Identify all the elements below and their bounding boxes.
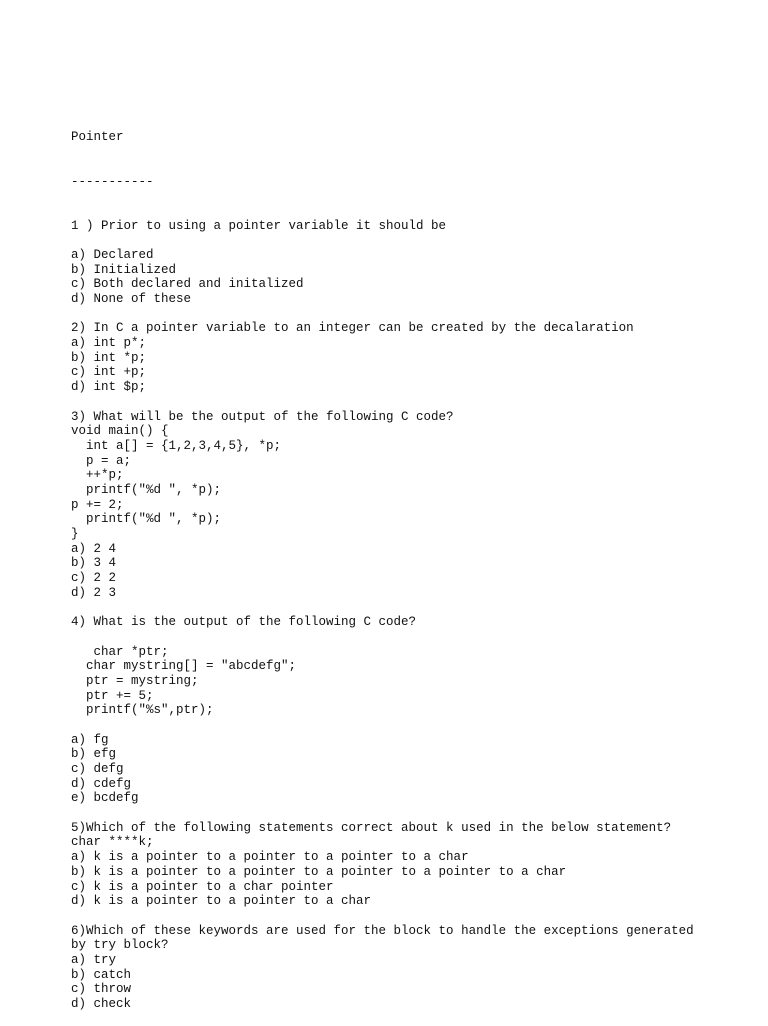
- text-line: c) Both declared and initalized: [71, 277, 304, 292]
- text-line: ++*p;: [71, 468, 124, 483]
- text-line: b) 3 4: [71, 556, 117, 571]
- text-line: [71, 600, 694, 615]
- text-line: a) try: [71, 952, 117, 967]
- text-line: char ****k;: [71, 835, 154, 850]
- text-line: b) Initialized: [71, 262, 177, 277]
- text-line: e) bcdefg: [71, 791, 139, 806]
- text-line: c) defg: [71, 762, 124, 777]
- text-line: p += 2;: [71, 497, 124, 512]
- text-line: d) k is a pointer to a pointer to a char: [71, 894, 372, 909]
- text-line: printf("%d ", *p);: [71, 482, 222, 497]
- text-line: [71, 395, 694, 410]
- text-line: a) fg: [71, 732, 109, 747]
- text-line: printf("%s",ptr);: [71, 703, 214, 718]
- text-line: [71, 718, 694, 733]
- text-line: char *ptr;: [71, 644, 169, 659]
- text-line: printf("%d ", *p);: [71, 512, 222, 527]
- document-body: [71, 101, 694, 1026]
- text-line: a) int p*;: [71, 336, 147, 351]
- text-line: b) k is a pointer to a pointer to a pointer to a pointer to a char: [71, 864, 567, 879]
- text-line: c) k is a pointer to a char pointer: [71, 879, 334, 894]
- text-line: char mystring[] = "abcdefg";: [71, 659, 297, 674]
- text-line: int a[] = {1,2,3,4,5}, *p;: [71, 438, 282, 453]
- text-line: 3) What will be the output of the following C code?: [71, 409, 454, 424]
- text-line: 2) In C a pointer variable to an integer can be created by the decalaration: [71, 321, 634, 336]
- text-line: by try block?: [71, 938, 169, 953]
- text-line: c) throw: [71, 982, 132, 997]
- text-line: a) 2 4: [71, 541, 117, 556]
- text-line: 1 ) Prior to using a pointer variable it should be: [71, 218, 447, 233]
- text-line: }: [71, 527, 79, 542]
- text-line: b) catch: [71, 967, 132, 982]
- text-line: p = a;: [71, 453, 132, 468]
- document-lines: [71, 219, 694, 1012]
- text-line: a) Declared: [71, 247, 154, 262]
- text-line: [71, 909, 694, 924]
- text-line: b) int *p;: [71, 350, 147, 365]
- document-title: Pointer: [71, 130, 124, 145]
- text-line: c) int +p;: [71, 365, 147, 380]
- text-line: [71, 630, 694, 645]
- text-line: void main() {: [71, 424, 169, 439]
- text-line: 4) What is the output of the following C code?: [71, 615, 417, 630]
- text-line: d) int $p;: [71, 380, 147, 395]
- text-line: d) 2 3: [71, 585, 117, 600]
- text-line: 6)Which of these keywords are used for the block to handle the exceptions generated: [71, 923, 694, 938]
- text-line: d) None of these: [71, 292, 192, 307]
- text-line: b) efg: [71, 747, 117, 762]
- text-line: ptr = mystring;: [71, 673, 199, 688]
- title-underline: -----------: [71, 174, 154, 189]
- text-line: [71, 233, 694, 248]
- text-line: ptr += 5;: [71, 688, 154, 703]
- text-line: a) k is a pointer to a pointer to a pointer to a char: [71, 850, 469, 865]
- text-line: [71, 307, 694, 322]
- text-line: d) cdefg: [71, 776, 132, 791]
- text-line: c) 2 2: [71, 571, 117, 586]
- text-line: d) check: [71, 997, 132, 1012]
- text-line: [71, 806, 694, 821]
- text-line: 5)Which of the following statements correct about k used in the below statement?: [71, 820, 672, 835]
